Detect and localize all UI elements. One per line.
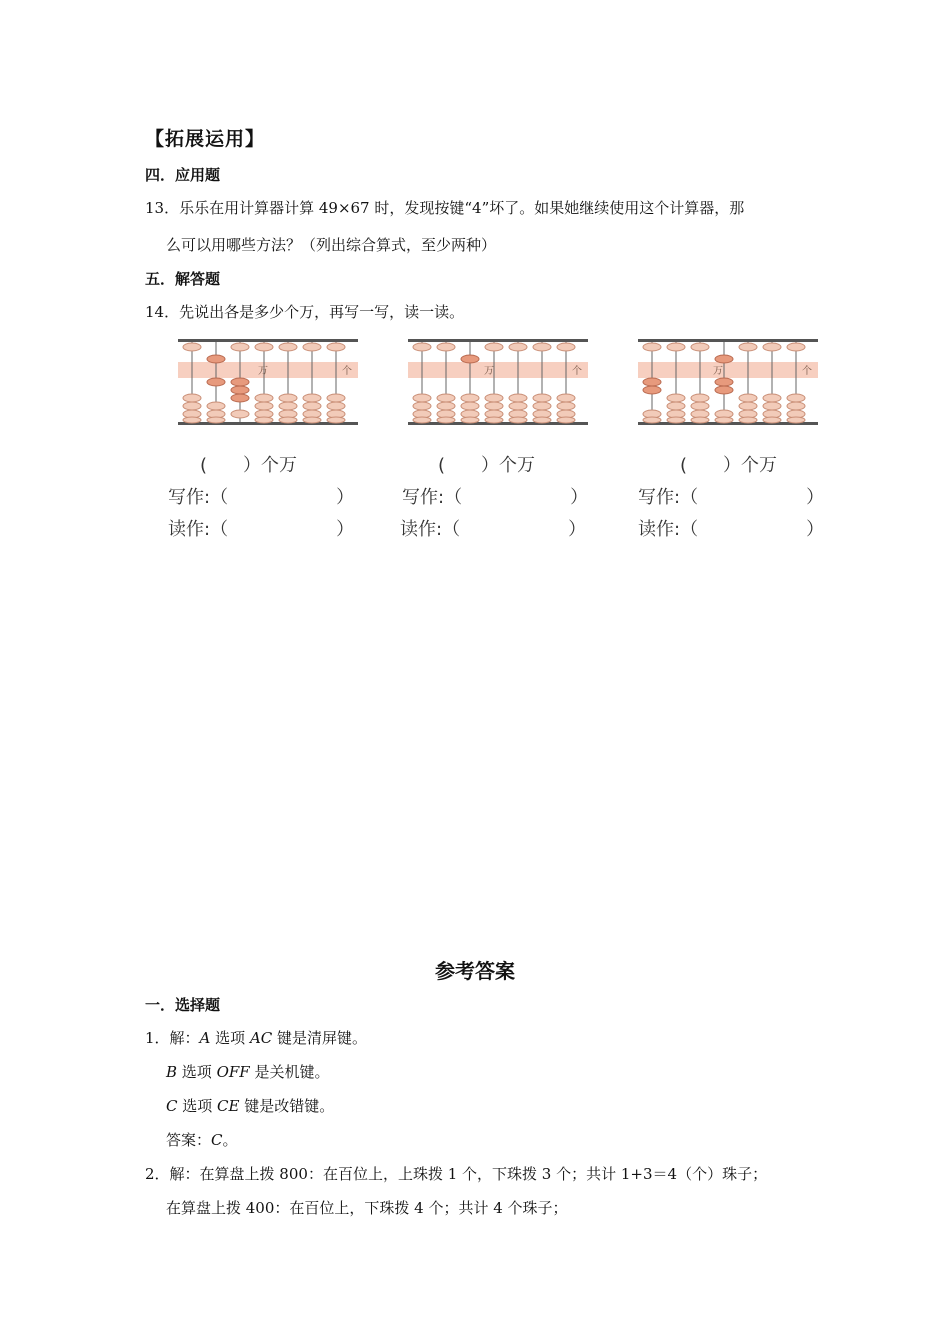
abacus-2-count-blank: ( ）个万	[438, 455, 536, 476]
abacus-3	[638, 336, 818, 431]
answer-1-line2: B 选项 OFF 是关机键。	[166, 1063, 330, 1081]
abacus-2-write-blank: 写作:（ ）	[402, 487, 589, 508]
part4-heading: 四．应用题	[145, 166, 221, 184]
abacus-1-count-blank: ( ）个万	[200, 455, 298, 476]
abacus-1	[178, 336, 358, 431]
abacus-2-read-blank: 读作:（ ）	[400, 519, 587, 540]
answers-title: 参考答案	[435, 959, 515, 983]
abacus-1-read-blank: 读作:（ ）	[168, 519, 355, 540]
q13-line1: 13．乐乐在用计算器计算 49×67 时，发现按键“4”坏了。如果她继续使用这个计算器，那	[145, 199, 745, 217]
abacus-1-wan-label: 万	[258, 366, 268, 377]
answers-part1-heading: 一．选择题	[145, 996, 221, 1014]
answer-2-line2: 在算盘上拨 400：在百位上，下珠拨 4 个；共计 4 个珠子；	[166, 1199, 568, 1217]
abacus-3-wan-label: 万	[713, 366, 723, 377]
abacus-2	[408, 336, 588, 431]
answer-1-line3: C 选项 CE 键是改错键。	[166, 1097, 335, 1115]
answer-2-line1: 2．解：在算盘上拨 800：在百位上，上珠拨 1 个，下珠拨 3 个；共计 1+3＝4（个）珠子；	[145, 1165, 768, 1183]
abacus-3-read-blank: 读作:（ ）	[638, 519, 825, 540]
abacus-3-write-blank: 写作:（ ）	[638, 487, 825, 508]
abacus-3-ge-label: 个	[802, 366, 812, 377]
abacus-2-wan-label: 万	[484, 366, 494, 377]
abacus-1-write-blank: 写作:（ ）	[168, 487, 355, 508]
abacus-2-ge-label: 个	[572, 366, 582, 377]
section-title-expand: 【拓展运用】	[145, 128, 266, 150]
answer-1-line1: 1．解：A 选项 AC 键是清屏键。	[145, 1029, 368, 1047]
abacus-1-ge-label: 个	[342, 366, 352, 377]
q13-line2: 么可以用哪些方法？（列出综合算式，至少两种）	[166, 236, 497, 254]
part5-heading: 五．解答题	[145, 270, 221, 288]
answer-1-result: 答案：C。	[166, 1131, 238, 1149]
abacus-3-count-blank: ( ）个万	[680, 455, 778, 476]
q14-text: 14．先说出各是多少个万，再写一写，读一读。	[145, 303, 465, 321]
